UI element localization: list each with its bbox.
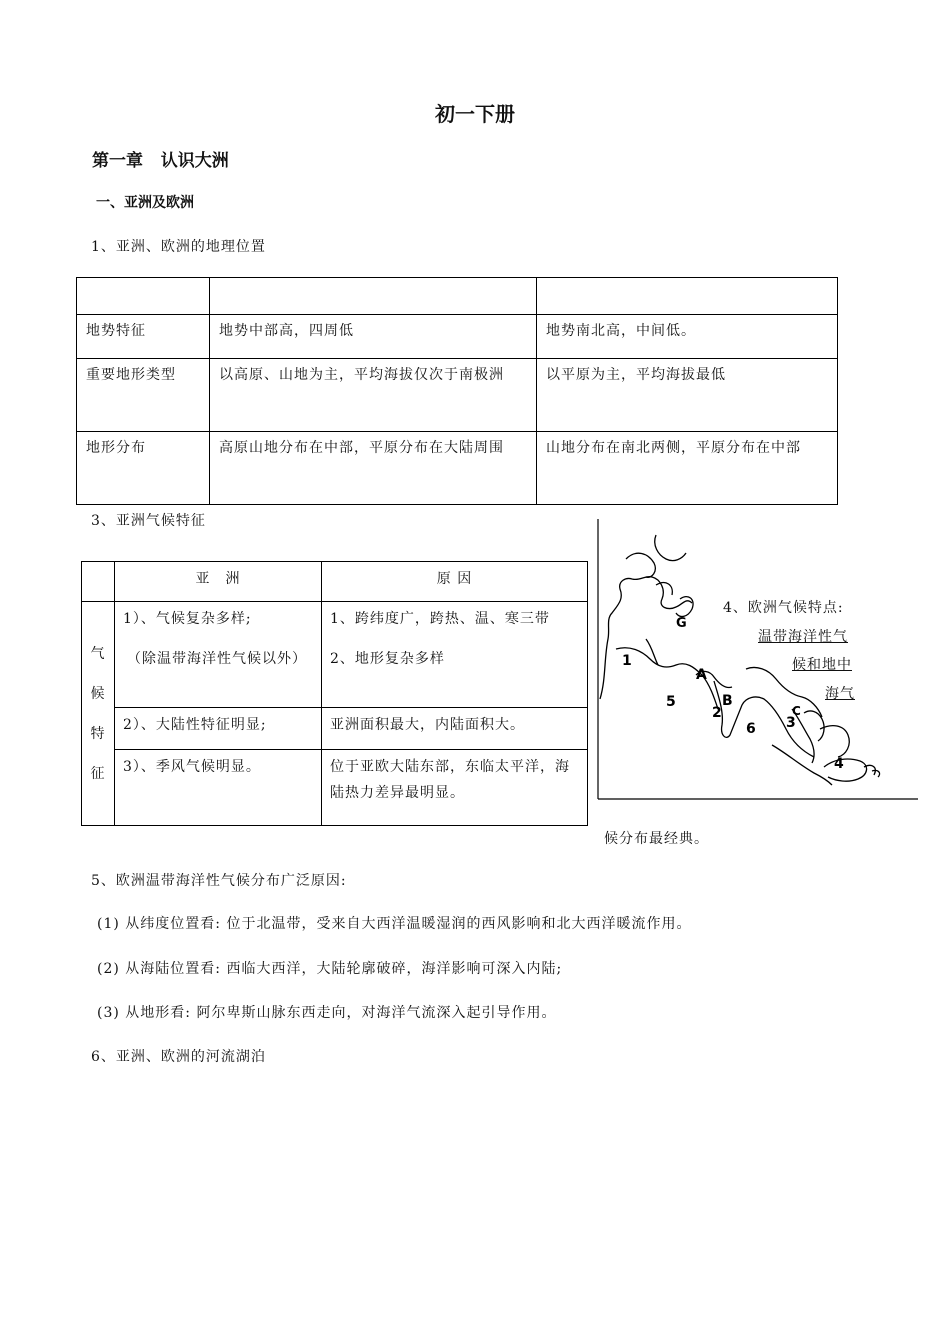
europe-climate-answer-tail: 候分布最经典。	[604, 831, 709, 847]
asia-climate-table	[81, 561, 588, 826]
europe-cell: 地势南北高，中间低。	[537, 315, 838, 359]
chapter-heading: 第一章 认识大洲	[92, 151, 229, 171]
table-row	[77, 432, 838, 505]
map-label: 3	[786, 715, 796, 731]
map-label: 5	[666, 694, 676, 710]
reason-item: (2) 从海陆位置看: 西临大西洋，大陆轮廓破碎，海洋影响可深入内陆;	[97, 961, 563, 977]
reason-cell	[322, 602, 588, 708]
asia-cell: 地势中部高，四周低	[210, 315, 537, 359]
feature-cell	[115, 602, 322, 708]
side-char: 候	[90, 685, 106, 702]
header-cell	[537, 278, 838, 315]
table-row	[82, 750, 588, 826]
question-5-heading: 5、欧洲温带海洋性气候分布广泛原因:	[91, 873, 347, 889]
question-1-heading: 1、亚洲、欧洲的地理位置	[91, 239, 266, 255]
row-label: 地形分布	[77, 432, 210, 505]
question-6-heading: 6、亚洲、欧洲的河流湖泊	[91, 1049, 266, 1065]
table-row	[77, 315, 838, 359]
map-label: 2	[712, 705, 722, 721]
table-header-row	[82, 562, 588, 602]
side-char: 特	[90, 725, 106, 742]
terrain-comparison-table	[76, 277, 838, 505]
feature-note: （除温带海洋性气候以外）	[127, 651, 307, 667]
map-label: 4	[834, 756, 844, 772]
side-char: 气	[90, 645, 106, 662]
row-label: 重要地形类型	[77, 359, 210, 432]
map-label: 6	[746, 721, 756, 737]
page-title: 初一下册	[435, 102, 515, 126]
table-row	[82, 708, 588, 750]
table-row	[82, 602, 588, 708]
reason-cell: 位于亚欧大陆东部，东临太平洋，海陆热力差异最明显。	[322, 750, 588, 826]
map-label: B	[722, 693, 733, 709]
europe-cell: 以平原为主，平均海拔最低	[537, 359, 838, 432]
side-char: 征	[90, 765, 106, 782]
section-heading: 一、亚洲及欧洲	[96, 195, 194, 211]
side-label	[82, 602, 115, 826]
table-header-row	[77, 278, 838, 315]
header-cell	[77, 278, 210, 315]
map-label: 1	[622, 653, 632, 669]
row-label: 地势特征	[77, 315, 210, 359]
europe-cell: 山地分布在南北两侧，平原分布在中部	[537, 432, 838, 505]
map-label: G	[676, 616, 687, 631]
corner-cell	[82, 562, 115, 602]
feature-text: 1）、气候复杂多样;	[123, 611, 252, 627]
map-label: A	[696, 667, 707, 683]
asia-cell: 以高原、山地为主，平均海拔仅次于南极洲	[210, 359, 537, 432]
feature-cell: 2）、大陆性特征明显;	[115, 708, 322, 750]
header-reason: 原 因	[322, 562, 588, 602]
table-row	[77, 359, 838, 432]
reason-item: (1) 从纬度位置看: 位于北温带，受来自大西洋温暖湿润的西风影响和北大西洋暖流作用。	[97, 916, 692, 932]
question-3-heading: 3、亚洲气候特征	[91, 513, 206, 529]
map-label: C	[792, 704, 801, 718]
asia-climate-map	[596, 519, 918, 801]
europe-climate-answer-line: 温带海洋性气	[758, 629, 848, 645]
feature-cell: 3）、季风气候明显。	[115, 750, 322, 826]
question-4-heading: 4、欧洲气候特点:	[723, 600, 844, 616]
reason-text: 1、跨纬度广，跨热、温、寒三带	[330, 611, 550, 627]
reason-item: (3) 从地形看: 阿尔卑斯山脉东西走向，对海洋气流深入起引导作用。	[97, 1005, 557, 1021]
header-asia: 亚 洲	[115, 562, 322, 602]
reason-cell: 亚洲面积最大，内陆面积大。	[322, 708, 588, 750]
asia-cell: 高原山地分布在中部，平原分布在大陆周围	[210, 432, 537, 505]
europe-climate-answer-line: 海气	[825, 686, 855, 702]
header-cell	[210, 278, 537, 315]
europe-climate-answer-line: 候和地中	[792, 657, 852, 673]
reason-text: 2、地形复杂多样	[330, 651, 445, 667]
